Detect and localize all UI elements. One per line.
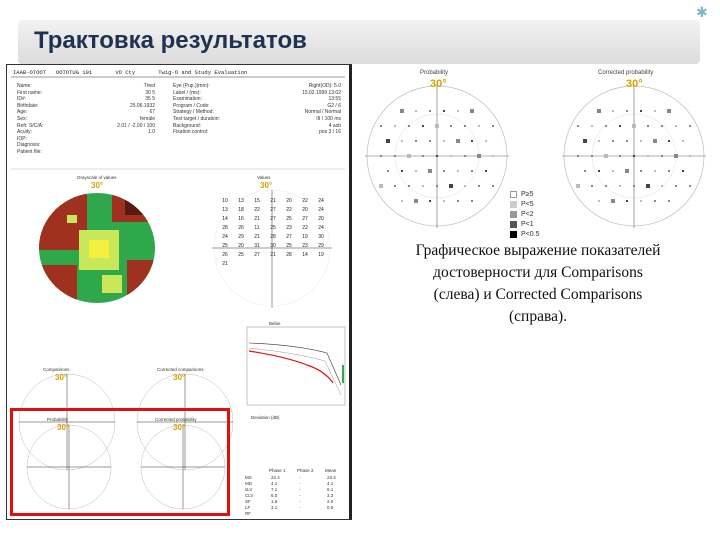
probability-symbol [464,155,466,157]
probability-symbol [464,185,466,187]
probability-symbol [456,139,460,143]
phase2-label: Phase 2 [297,468,314,473]
probability-symbol [470,109,474,113]
comparisons-degree: 30° [55,373,68,382]
values-title: Values [257,175,271,180]
probability-symbol [485,140,487,142]
probability-legend [510,190,540,240]
value-cell: 14 [222,216,228,222]
probability-symbol [625,169,629,173]
probability-symbol [612,140,614,142]
probability-symbol [597,109,601,113]
corrected-comparisons-degree: 30° [173,373,186,382]
value-cell: 16 [238,216,244,222]
values-degree: 30° [260,181,273,190]
probability-symbol [478,125,480,127]
probability-symbol [667,109,671,113]
corrected-probability-title-right-panel: Corrected probability [598,70,654,76]
deviation-label: Deviation (dB) [251,415,280,420]
probability-symbol [647,125,649,127]
probability-symbol [415,110,417,112]
probability-symbol [443,140,445,142]
probability-symbol [386,139,390,143]
slide-title: Трактовка результатов [34,27,307,54]
probability-symbol [661,185,663,187]
report-right-labels: Eye (Pup.)(mm): Label / (ms): Examination: Program / Code: Strategy / Method: Test target / duration: Background: Fixation control: [173,83,220,136]
phase1-label: Phase 1 [269,468,286,473]
probability-symbol [640,110,642,112]
value-cell: 30 [318,234,324,240]
value-cell: 15 [254,198,260,204]
value-cell: 21 [270,198,276,204]
probability-symbol [668,140,670,142]
probability-title: Probability [47,417,69,422]
probability-symbol [408,185,410,187]
report-header: IAAB-OTOOT OOTOTUG 101 VO Cty Twig-O and Study Evaluation [13,69,248,76]
probability-symbol [577,155,579,157]
corrected-probability-degree: 30° [173,423,186,432]
corrected-comparisons-title: Corrected comparisons [157,367,204,372]
index-labels: MS MD sLV CLV SF LF RF [245,475,254,516]
probability-symbol [626,200,628,202]
probability-symbol [604,154,608,158]
probability-symbol [668,170,670,172]
value-cell: 23 [302,243,308,249]
value-cell: 22 [302,225,308,231]
probability-title-right-panel: Probability [420,70,449,76]
value-cell: 22 [302,198,308,204]
probability-symbol [682,170,684,172]
probability-symbol [436,185,438,187]
probability-symbol [640,200,642,202]
probability-symbol [640,170,642,172]
highlight-frame [10,408,230,516]
probability-symbol [478,185,480,187]
probability-symbol [428,169,432,173]
probability-degree-right-panel: 30° [430,78,447,90]
probability-symbol [471,170,473,172]
report-left-fields: Name: First name: ID#: Birthdate: Age: Sex: Refr. S/C/A: Acuity: IOP: Diagnosis: Patient file: [17,83,44,155]
legend-item: P<0.5 [510,230,540,240]
value-cell: 29 [238,234,244,240]
bebie-curve-plot [247,327,345,405]
probability-symbol [407,154,411,158]
value-cell: 11 [254,225,260,231]
probability-symbol [689,155,691,157]
figure-caption: Графическое выражение показателей достоверности для Comparisons (слева) и Corrected Comparisons (справа). [415,242,661,325]
value-cell: 10 [222,198,228,204]
probability-symbol [647,155,649,157]
value-cell: 31 [254,243,260,249]
probability-symbol [422,125,424,127]
probability-symbol [457,200,459,202]
value-cell: 25 [222,243,228,249]
probability-symbol [598,200,600,202]
probability-symbol [591,155,593,157]
probability-symbol [380,125,382,127]
probability-symbol [682,140,684,142]
probability-symbol [577,125,579,127]
probability-symbol [400,109,404,113]
probability-symbol [626,110,628,112]
probability-symbol [598,170,600,172]
legend-item: P<2 [510,210,540,220]
probability-symbol [584,170,586,172]
probability-symbol [401,200,403,202]
probability-symbol [492,155,494,157]
probability-panel-right [562,84,706,228]
bebie-title: Bebie [269,321,281,326]
grayscale-map [37,190,162,310]
probability-symbol [661,125,663,127]
probability-symbol [443,170,445,172]
value-cell: 23 [286,225,292,231]
probability-symbol [492,185,494,187]
probability-symbol [464,125,466,127]
value-cell: 25 [238,252,244,258]
probability-symbol [612,170,614,172]
grayscale-title: Grayscale of values [77,175,117,180]
probability-symbol [429,200,431,202]
probability-symbol [605,125,607,127]
probability-symbol [471,200,473,202]
probability-symbol [583,139,587,143]
value-cell: 25 [286,216,292,222]
probability-symbol [612,110,614,112]
probability-symbol [443,110,445,112]
value-cell: 20 [302,207,308,213]
value-cell: 21 [270,252,276,258]
value-cell: 27 [270,216,276,222]
corrected-probability-title: Corrected probability [155,417,197,422]
value-cell: 25 [270,225,276,231]
probability-symbol [640,140,642,142]
value-cell: 27 [286,234,292,240]
probability-symbol [619,125,621,127]
probability-symbol [619,185,621,187]
value-cell: 22 [254,207,260,213]
probability-symbol [653,139,657,143]
probability-symbol [605,185,607,187]
corner-ornament-icon: ✱ [696,4,708,20]
probability-symbol [429,110,431,112]
probability-symbol [471,140,473,142]
index-values-mean: 23.4 4.1 6.1 3.3 2.0 0.6 [327,475,336,510]
value-cell: 27 [254,252,260,258]
value-cell: 26 [238,225,244,231]
probability-symbol [429,140,431,142]
value-cell: 20 [318,216,324,222]
probability-panel-left [365,84,509,228]
probability-symbol [675,125,677,127]
legend-item: P≥5 [510,190,540,200]
probability-symbol [591,125,593,127]
probability-symbol [633,155,635,157]
value-cell: 18 [238,207,244,213]
value-cell: 20 [238,243,244,249]
report-mid-values: Tried 30 5 35 5 25.06.1932 67 female 2.01 / -2.00 / 100 1.0 [117,83,155,136]
probability-symbol [674,154,678,158]
value-cell: 24 [222,234,228,240]
probability-symbol [576,184,580,188]
probability-symbol [632,124,636,128]
probability-symbol [450,125,452,127]
value-cell: 19 [302,234,308,240]
probability-symbol [654,200,656,202]
value-cell: 28 [286,252,292,258]
value-cell: 24 [318,198,324,204]
probability-symbol [654,110,656,112]
probability-symbol [591,185,593,187]
value-cell: 14 [302,252,308,258]
probability-symbol [414,199,418,203]
probability-symbol [619,155,621,157]
mean-label: Mean [325,468,337,473]
value-cell: 13 [222,207,228,213]
value-cell: 22 [286,207,292,213]
probability-symbol [457,110,459,112]
value-cell: 28 [222,225,228,231]
index-values-phase1: 22.4 4.1 7.1 6.0 1.6 3.1 [271,475,280,510]
probability-symbol [457,170,459,172]
probability-symbol [654,170,656,172]
value-cell: 21 [254,234,260,240]
probability-symbol [401,140,403,142]
probability-symbol [661,155,663,157]
comparisons-title: Comparisons [43,367,70,372]
probability-symbol [492,125,494,127]
corrected-probability-degree-right-panel: 30° [626,78,643,90]
value-cell: 28 [270,234,276,240]
value-cell: 24 [318,207,324,213]
report-right-values: Right(OD): 5.0 15.02.1999 13:02 13:55 G2 / 6 Normal / Normal III / 100 ms 4 asb pos 3 / 16 [302,83,341,136]
probability-symbol [422,185,424,187]
probability-symbol [443,200,445,202]
values-grid [217,198,329,267]
value-cell: 21 [254,216,260,222]
value-cell: 19 [318,252,324,258]
probability-symbol [380,155,382,157]
value-cell: 27 [302,216,308,222]
probability-symbol [408,125,410,127]
value-cell: 29 [318,243,324,249]
value-cell: 25 [286,243,292,249]
probability-symbol [449,184,453,188]
value-cell: 27 [270,207,276,213]
probability-symbol [415,140,417,142]
probability-symbol [394,125,396,127]
value-cell: 26 [222,252,228,258]
probability-symbol [689,125,691,127]
probability-symbol [379,184,383,188]
value-cell: 21 [222,261,228,267]
probability-symbol [485,170,487,172]
value-cell: 24 [318,225,324,231]
probability-symbol [689,185,691,187]
probability-symbol [598,140,600,142]
probability-symbol [633,185,635,187]
probability-symbol [422,155,424,157]
probability-symbol [646,184,650,188]
probability-symbol [435,124,439,128]
grayscale-degree: 30° [91,181,104,190]
index-values-phase2: - - - - - - [299,475,301,510]
probability-symbol [401,170,403,172]
probability-symbol [477,154,481,158]
probability-symbol [387,170,389,172]
value-cell: 20 [286,198,292,204]
probability-degree: 30° [57,423,70,432]
probability-symbol [394,185,396,187]
probability-symbol [436,155,438,157]
legend-item: P<5 [510,200,540,210]
probability-symbol [675,185,677,187]
legend-item: P<1 [510,220,540,230]
probability-symbol [611,199,615,203]
probability-symbol [394,155,396,157]
probability-symbol [415,170,417,172]
probability-symbol [626,140,628,142]
probability-symbol [450,155,452,157]
value-cell: 13 [238,198,244,204]
probability-symbol [668,200,670,202]
value-cell: 30 [270,243,276,249]
